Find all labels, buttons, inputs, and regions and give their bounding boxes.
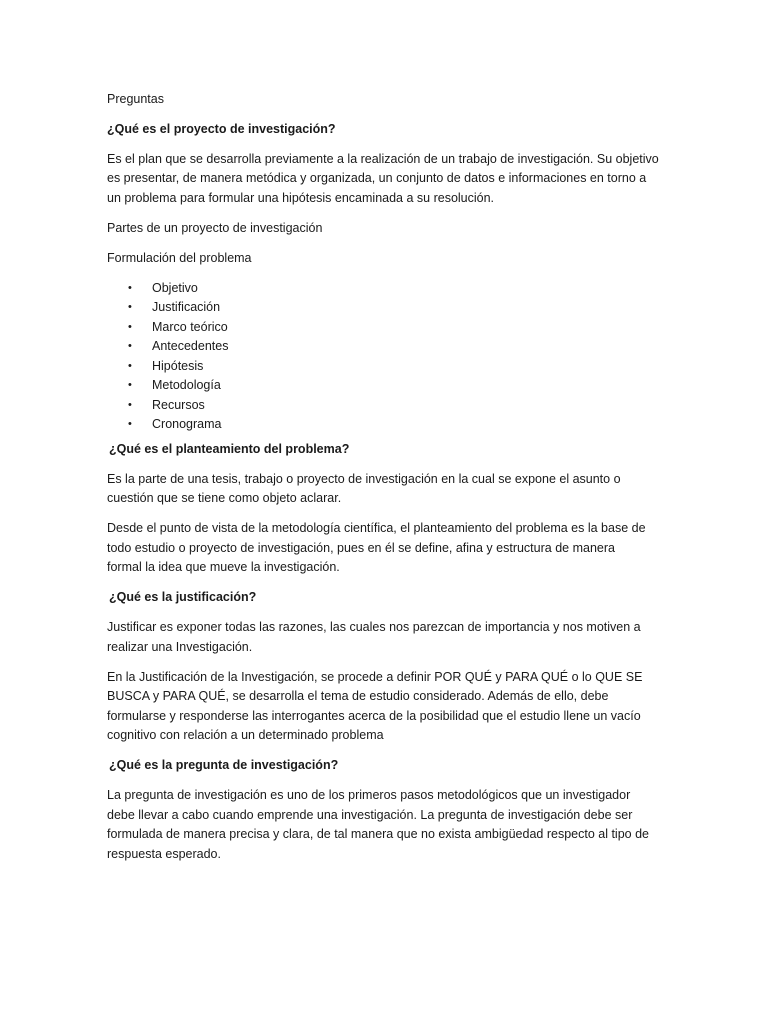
answer-paragraph bbox=[107, 618, 668, 657]
list-item bbox=[107, 376, 668, 396]
document-title: Preguntas bbox=[107, 92, 164, 106]
text-line: En la Justificación de la Investigación, se procede a definir POR QUÉ y PARA QUÉ o lo QUE SE bbox=[107, 669, 643, 684]
text-line: un problema para formular una hipótesis encaminada a su resolución. bbox=[107, 190, 495, 205]
bullet-icon: • bbox=[128, 418, 132, 430]
text-line: Es la parte de una tesis, trabajo o proyecto de investigación en la cual se expone el asunto o bbox=[107, 471, 621, 486]
answer-paragraph bbox=[107, 786, 668, 864]
answer-paragraph bbox=[107, 470, 668, 509]
question-heading: ¿Qué es la pregunta de investigación? bbox=[109, 758, 339, 772]
text-line: respuesta esperado. bbox=[107, 846, 221, 861]
bullet-icon: • bbox=[128, 359, 132, 372]
text-line: realizar una Investigación. bbox=[107, 639, 253, 654]
list-item-label: Hipótesis bbox=[152, 358, 204, 373]
text-line: cuestión que se tiene como objeto aclarar. bbox=[107, 491, 342, 505]
bullet-icon: • bbox=[128, 281, 132, 294]
text-line: Es el plan que se desarrolla previamente a la realización de un trabajo de investigación. Su objetivo bbox=[107, 151, 659, 166]
question-heading: ¿Qué es el planteamiento del problema? bbox=[109, 441, 350, 456]
text-line: Justificar es exponer todas las razones, las cuales nos parezcan de importancia y nos motiven a bbox=[107, 620, 641, 634]
list-item bbox=[107, 415, 668, 435]
list-item bbox=[107, 298, 668, 318]
answer-paragraph bbox=[107, 150, 668, 209]
list-item bbox=[107, 357, 668, 377]
parts-list bbox=[107, 279, 668, 435]
bullet-icon: • bbox=[128, 320, 132, 333]
text-line: es presentar, de manera metódica y organizada, un conjunto de datos e informaciones en torno a bbox=[107, 171, 647, 185]
text-line: BUSCA y PARA QUÉ, se desarrolla el tema de estudio considerado. Además de ello, debe bbox=[107, 689, 609, 703]
text-line: debe llevar a cabo cuando emprende una investigación. La pregunta de investigación debe ser bbox=[107, 807, 633, 822]
text-line: todo estudio o proyecto de investigación, pues en él se define, afina y estructura de manera bbox=[107, 540, 615, 555]
section-heading: Partes de un proyecto de investigación bbox=[107, 220, 323, 235]
list-item bbox=[107, 318, 668, 338]
list-item-label: Antecedentes bbox=[152, 339, 229, 353]
bullet-icon: • bbox=[128, 379, 132, 391]
question-heading: ¿Qué es el proyecto de investigación? bbox=[107, 121, 336, 136]
list-item-label: Objetivo bbox=[152, 280, 198, 295]
list-item-label: Marco teórico bbox=[152, 319, 228, 334]
bullet-icon: • bbox=[128, 340, 132, 352]
question-heading: ¿Qué es la justificación? bbox=[109, 590, 257, 604]
text-line: La pregunta de investigación es uno de los primeros pasos metodológicos que un investigador bbox=[107, 788, 631, 802]
list-item-label: Cronograma bbox=[152, 417, 222, 431]
bullet-icon: • bbox=[128, 398, 132, 411]
list-item-label: Justificación bbox=[152, 300, 221, 314]
list-item bbox=[107, 396, 668, 416]
list-item bbox=[107, 279, 668, 299]
answer-paragraph bbox=[107, 668, 668, 746]
text-line: Desde el punto de vista de la metodología científica, el planteamiento del problema es la base de bbox=[107, 521, 646, 535]
list-item bbox=[107, 337, 668, 357]
answer-paragraph bbox=[107, 519, 668, 578]
section-subheading: Formulación del problema bbox=[107, 250, 252, 265]
bullet-icon: • bbox=[128, 301, 132, 313]
text-line: cognitivo con relación a un determinado problema bbox=[107, 728, 384, 742]
list-item-label: Recursos bbox=[152, 397, 205, 412]
text-line: formal la idea que mueve la investigación. bbox=[107, 560, 340, 574]
list-item-label: Metodología bbox=[152, 378, 221, 392]
text-line: formularse y responderse las interrogantes acerca de la posibilidad que el estudio llene un vacío bbox=[107, 708, 641, 723]
text-line: formulada de manera precisa y clara, de tal manera que no exista ambigüedad respecto al tipo de bbox=[107, 827, 649, 841]
